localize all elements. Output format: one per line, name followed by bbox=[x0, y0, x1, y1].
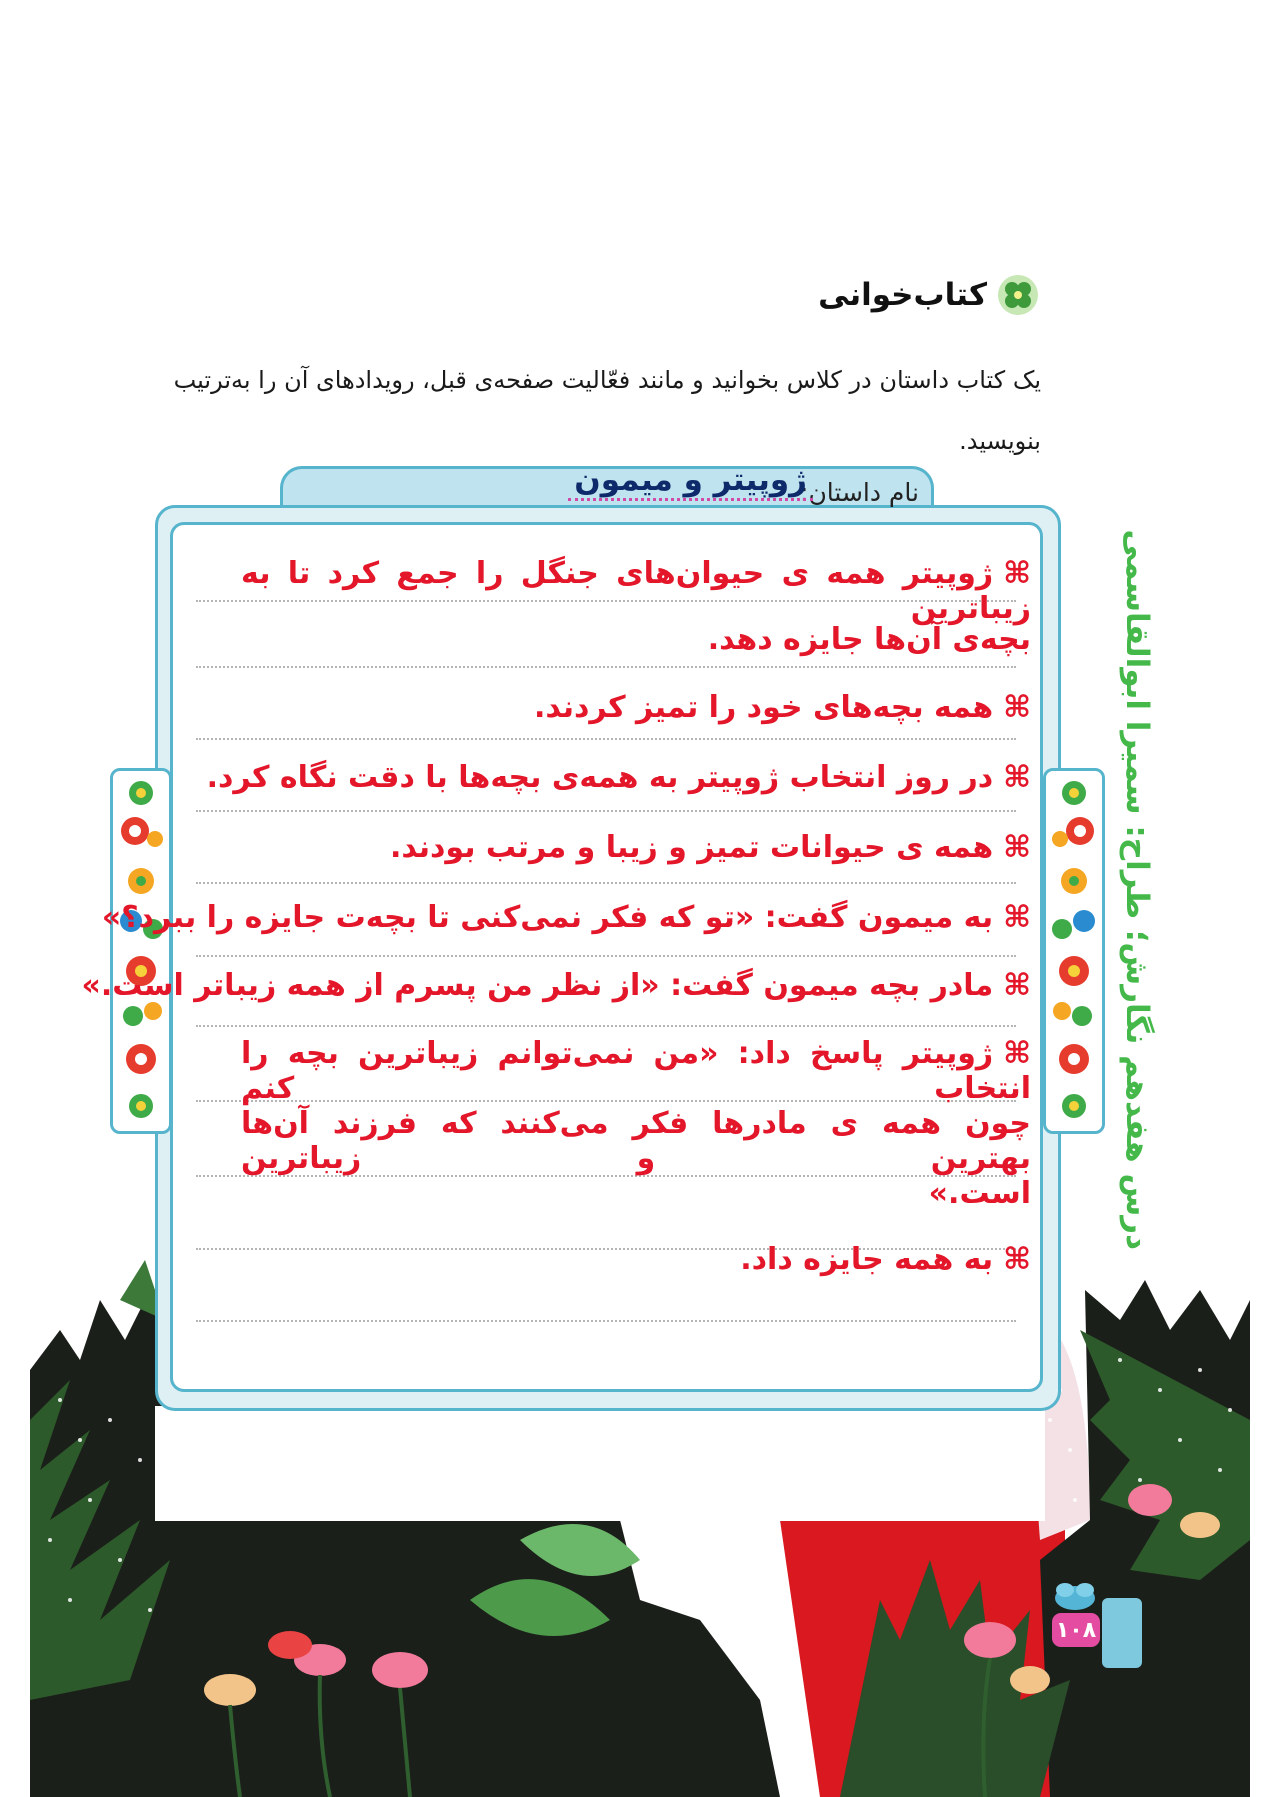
event-7-line-1 bbox=[241, 1036, 1031, 1106]
story-name-value: ژوپیتر و میمون bbox=[568, 462, 813, 501]
bullet-icon: ⌘ bbox=[1003, 1242, 1031, 1277]
event-text: به میمون گفت: «تو که فکر نمی‌کنی تا بچه‌ت جایزه را ببرد؟» bbox=[101, 900, 994, 935]
event-1-line-2: بچه‌ی آن‌ها جایزه دهد. bbox=[707, 622, 1031, 657]
bullet-icon: ⌘ bbox=[1003, 690, 1031, 725]
bullet-icon: ⌘ bbox=[1003, 830, 1031, 865]
section-heading bbox=[818, 268, 1041, 322]
page-number: ۱۰۸ bbox=[1052, 1613, 1100, 1647]
instruction-line-2: بنویسید. bbox=[959, 427, 1041, 455]
flower-pattern-icon bbox=[1046, 771, 1102, 1131]
clover-icon bbox=[995, 272, 1041, 318]
writing-line bbox=[196, 882, 1016, 884]
event-text: همه ی حیوانات تمیز و زیبا و مرتب بودند. bbox=[390, 830, 994, 865]
event-6 bbox=[81, 968, 1031, 1003]
side-credit-text: درس هفدهم نگارش؛ طراح: سمیرا ابوالقاسمی bbox=[1119, 529, 1155, 1250]
event-3 bbox=[207, 760, 1031, 795]
event-7-line-2: چون همه ی مادرها فکر می‌کنند که فرزند آن‌ها بهترین و زیباترین bbox=[241, 1106, 1031, 1176]
event-text: ژوپیتر پاسخ داد: «من نمی‌توانم زیباترین بچه را انتخاب کنم bbox=[241, 1036, 1031, 1106]
event-4 bbox=[390, 830, 1031, 865]
flower-pattern-icon bbox=[113, 771, 169, 1131]
bullet-icon: ⌘ bbox=[1003, 556, 1031, 591]
event-1-line-1 bbox=[241, 556, 1031, 626]
writing-line bbox=[196, 666, 1016, 668]
event-text: مادر بچه میمون گفت: «از نظر من پسرم از همه زیباتر است.» bbox=[81, 968, 994, 1003]
event-8 bbox=[740, 1242, 1031, 1277]
writing-line bbox=[196, 810, 1016, 812]
bullet-icon: ⌘ bbox=[1003, 1036, 1031, 1071]
left-flower-strip bbox=[110, 768, 172, 1134]
bullet-icon: ⌘ bbox=[1003, 968, 1031, 1003]
event-text: به همه جایزه داد. bbox=[740, 1242, 994, 1277]
event-text: ژوپیتر همه ی حیوان‌های جنگل را جمع کرد تا به زیباترین bbox=[241, 556, 1031, 626]
bullet-icon: ⌘ bbox=[1003, 900, 1031, 935]
writing-line bbox=[196, 1025, 1016, 1027]
writing-line bbox=[196, 1320, 1016, 1322]
bullet-icon: ⌘ bbox=[1003, 760, 1031, 795]
section-title: کتاب‌خوانی bbox=[818, 277, 987, 313]
leaf-ornament-icon bbox=[1045, 1572, 1105, 1614]
story-name-label: نام داستان: bbox=[800, 478, 919, 507]
event-2 bbox=[534, 690, 1031, 725]
instruction-line-1: یک کتاب داستان در کلاس بخوانید و مانند فعّالیت صفحه‌ی قبل، رویدادهای آن را به‌ترتیب bbox=[173, 366, 1041, 394]
book-logo-icon bbox=[1102, 1598, 1142, 1668]
writing-line bbox=[196, 738, 1016, 740]
writing-line bbox=[196, 955, 1016, 957]
event-5 bbox=[102, 900, 1031, 935]
event-7-line-3: است.» bbox=[928, 1176, 1031, 1211]
event-text: همه بچه‌های خود را تمیز کردند. bbox=[534, 690, 994, 725]
event-text: در روز انتخاب ژوپیتر به همه‌ی بچه‌ها با دقت نگاه کرد. bbox=[206, 760, 994, 795]
